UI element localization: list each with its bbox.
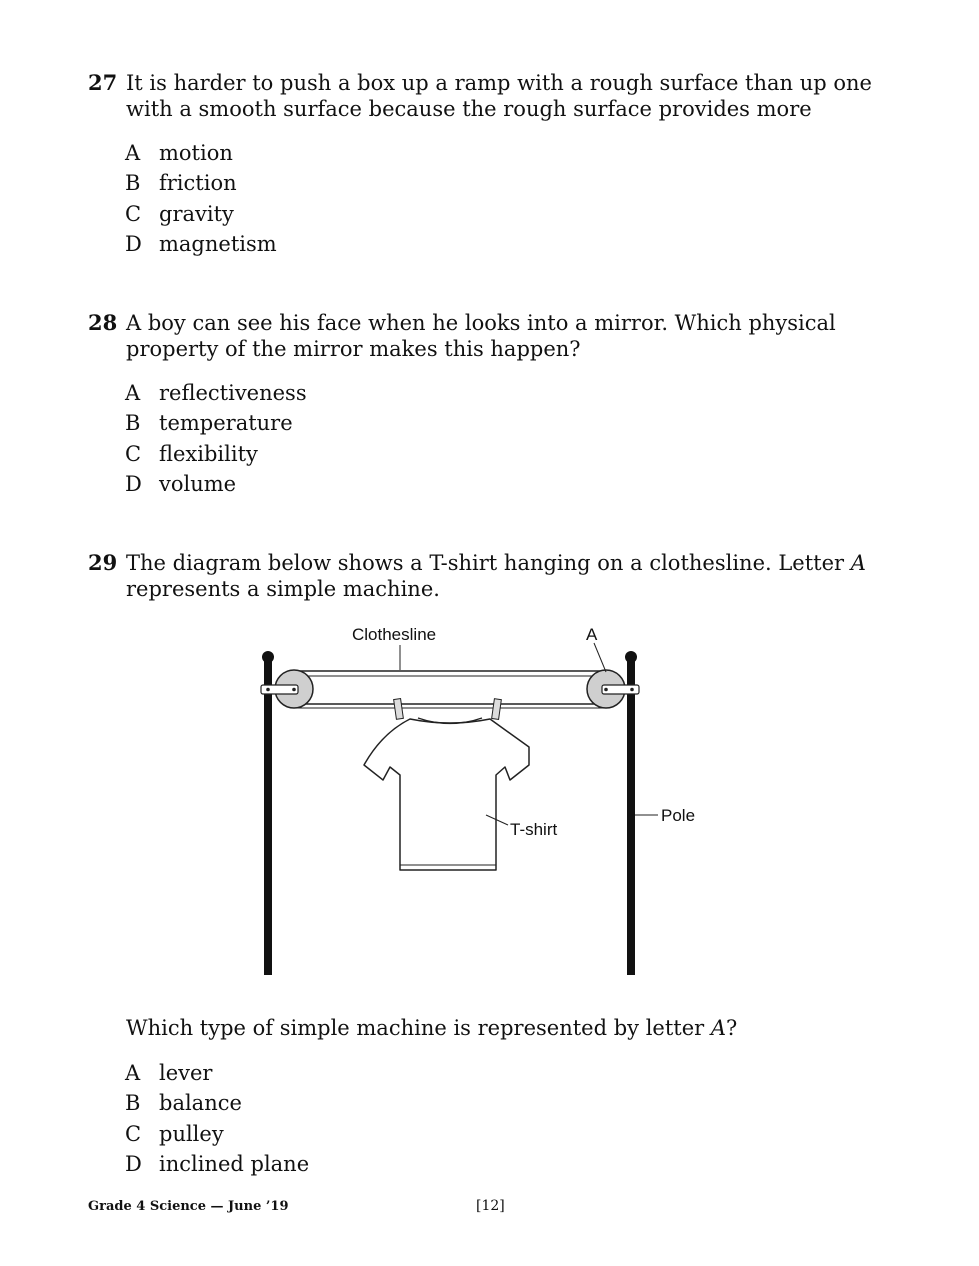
question-number: 29 xyxy=(88,550,118,575)
question-27 xyxy=(88,70,888,256)
page-number: [12] xyxy=(476,1198,505,1214)
option-d[interactable]: D volume xyxy=(125,471,237,496)
question-number: 28 xyxy=(88,310,118,335)
option-b[interactable]: B friction xyxy=(125,171,237,196)
option-c[interactable]: C pulley xyxy=(125,1121,224,1146)
question-29-followup: Which type of simple machine is represented by letter A? xyxy=(126,1016,738,1040)
option-a[interactable]: A lever xyxy=(125,1061,213,1085)
option-d[interactable]: D inclined plane xyxy=(125,1151,310,1176)
option-c[interactable]: C flexibility xyxy=(125,441,258,466)
clothesline-label: Clothesline xyxy=(352,625,437,644)
clothespin-left xyxy=(394,699,404,720)
answer-options-29 xyxy=(125,1060,309,1181)
footer-exam-title: Grade 4 Science — June ’19 xyxy=(88,1199,289,1214)
option-c[interactable]: C gravity xyxy=(125,201,234,226)
answer-options xyxy=(125,380,307,501)
option-a[interactable]: A reflectiveness xyxy=(125,381,307,405)
left-pole xyxy=(264,655,272,975)
option-a[interactable]: A motion xyxy=(125,141,233,165)
question-stem: The diagram below shows a T-shirt hanging on a clothesline. Letter A represents a simple machine. xyxy=(126,551,866,601)
pole-label: Pole xyxy=(661,806,696,825)
question-stem: A boy can see his face when he looks into a mirror. Which physical property of the mirror makes this happen? xyxy=(126,311,836,361)
label-a: A xyxy=(586,625,598,644)
clothesline-diagram xyxy=(240,615,696,985)
option-b[interactable]: B balance xyxy=(125,1091,242,1116)
option-b[interactable]: B temperature xyxy=(125,411,293,436)
tshirt xyxy=(364,719,529,870)
option-d[interactable]: D magnetism xyxy=(125,231,277,256)
question-stem: It is harder to push a box up a ramp with a rough surface than up one with a smooth surface because the rough surface provides more xyxy=(126,71,872,121)
right-pole xyxy=(627,655,635,975)
question-29 xyxy=(88,550,888,602)
tshirt-label: T-shirt xyxy=(510,820,558,839)
left-pole-knob xyxy=(262,651,274,663)
answer-options xyxy=(125,140,277,261)
question-28 xyxy=(88,310,888,496)
clothespin-right xyxy=(492,699,502,720)
question-number: 27 xyxy=(88,70,118,95)
right-pole-knob xyxy=(625,651,637,663)
